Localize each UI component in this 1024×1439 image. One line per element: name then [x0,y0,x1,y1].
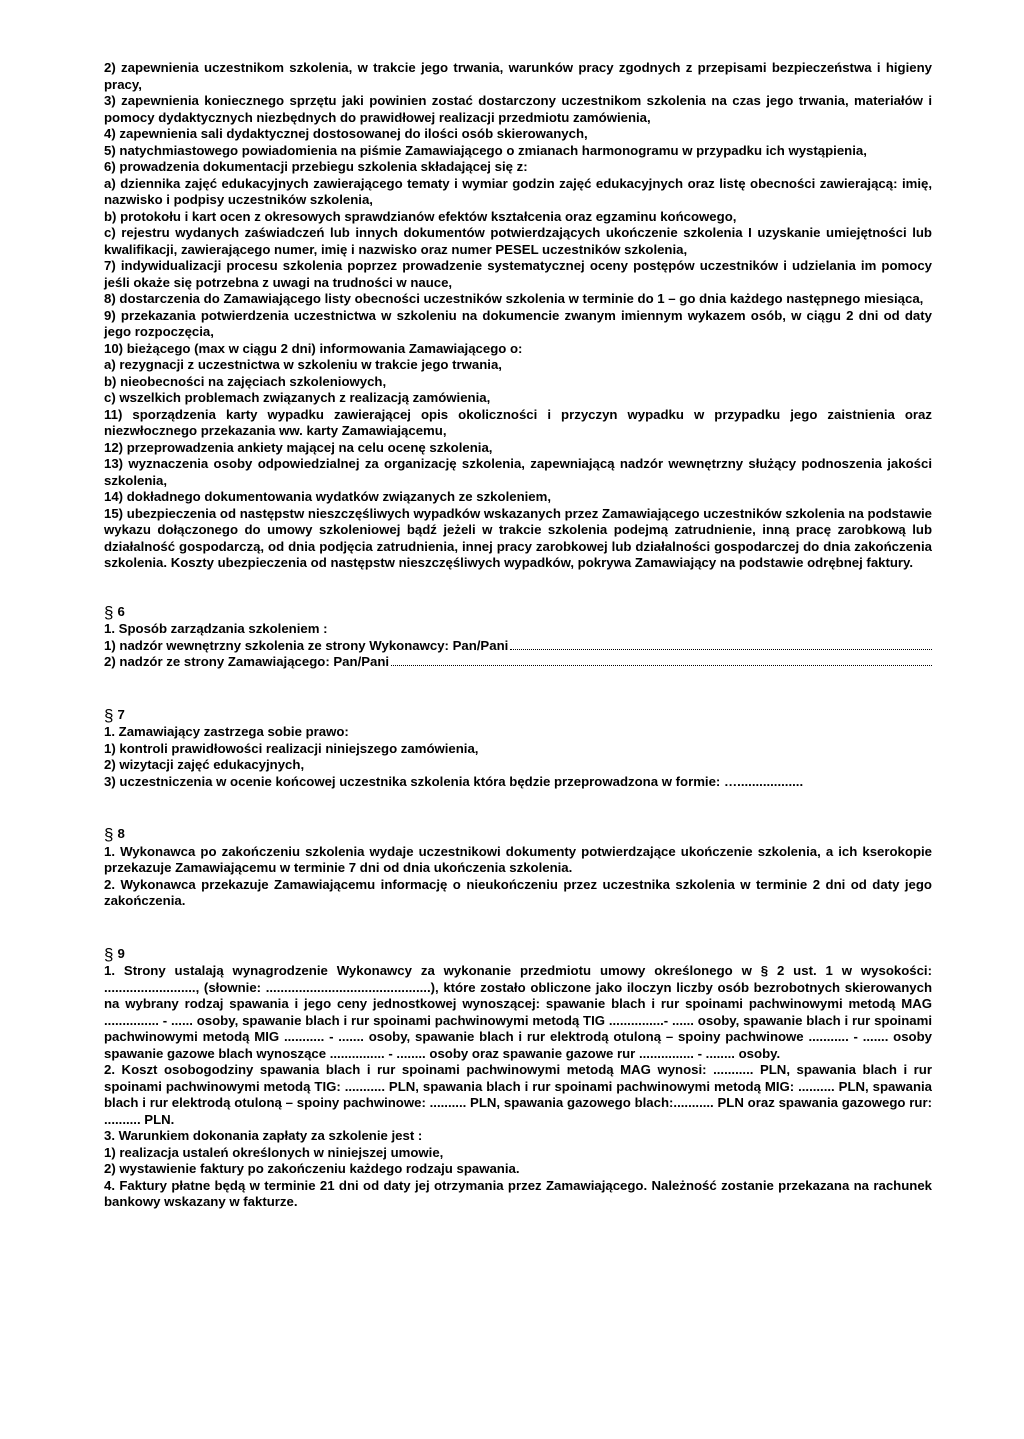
section-number: 7 [117,706,125,722]
list-item: 3) zapewnienia koniecznego sprzętu jaki powinien zostać dostarczony uczestnikom szkolenia na czas jego trwania, materiałów i pomocy dydaktycznych niezbędnych do prawidłowej realizacji przedmiotu zamówienia, [104,93,932,125]
section-number: 9 [117,945,125,961]
list-item: 7) indywidualizacji procesu szkolenia poprzez prowadzenie systematycznej oceny postępów uczestników i udzielania im pomocy jeśli okaże się potrzebna z uwagi na trudności w nauce, [104,258,932,290]
list-item: 15) ubezpieczenia od następstw nieszczęśliwych wypadków wskazanych przez Zamawiającego uczestników szkolenia na podstawie wykazu dołączonego do umowy szkoleniowej bądź jeżeli w trakcie szkolenia podejmą zatrudnienie, inną pracę zarobkową lub działalność gospodarczą, od dnia podjęcia zatrudnienia, innej pracy zarobkowej lub działalności gospodarczej do dnia zakończenia szkolenia. Koszty ubezpieczenia od następstw nieszczęśliwych wypadków, pokrywa Zamawiający na podstawie odrębnej faktury. [104,505,932,570]
paragraph-symbol: § [104,825,114,844]
list-item: c) wszelkich problemach związanych z realizacją zamówienia, [104,390,491,405]
section-number: 8 [117,826,125,841]
dotted-fill [510,648,932,650]
list-item: 1. Zamawiający zastrzega sobie prawo: [104,724,349,739]
section-heading-6 [104,604,932,622]
list-item: 1) realizacja ustaleń określonych w niniejszej umowie, [104,1144,444,1160]
field-label: 1) nadzór wewnętrzny szkolenia ze strony Wykonawcy: Pan/Pani [104,637,509,653]
list-item: b) nieobecności na zajęciach szkoleniowych, [104,373,387,389]
list-item: 12) przeprowadzenia ankiety mającej na celu ocenę szkolenia, [104,439,493,455]
list-item: 1. Sposób zarządzania szkoleniem : [104,621,328,636]
list-item: 6) prowadzenia dokumentacji przebiegu szkolenia składającej się z: [104,159,528,174]
section-heading-7 [104,707,932,725]
dotted-fill [391,664,932,666]
dotted-field [104,654,932,671]
list-item: 10) bieżącego (max w ciągu 2 dni) informowania Zamawiającego o: [104,340,523,356]
list-item: 2) wizytacji zajęć edukacyjnych, [104,757,305,772]
section-heading-9 [104,946,932,964]
list-item: 14) dokładnego dokumentowania wydatków związanych ze szkoleniem, [104,489,552,504]
list-item: 13) wyznaczenia osoby odpowiedzialnej za organizację szkolenia, zapewniającą nadzór wewnętrzny służący podnoszenia jakości szkolenia, [104,456,932,488]
list-item: 2. Koszt osobogodziny spawania blach i rur spoinami pachwinowymi metodą MAG wynosi: ........... PLN, spawania blach i rur spoinami pachwinowymi metodą TIG: ........... PLN, spawania blach i rur spoinami pachwinowymi metodą MIG: .......... PLN, spawania blach i rur elektrodą otuloną – spoiny pachwinowe: .......... PLN, spawania gazowego blach:........... PLN oraz spawania gazowego rur: .......... PLN. [104,1062,932,1127]
paragraph-symbol: § [104,602,114,622]
list-item: 8) dostarczenia do Zamawiającego listy obecności uczestników szkolenia w terminie do 1 – go dnia każdego następnego miesiąca, [104,291,924,306]
list-item: 1) kontroli prawidłowości realizacji niniejszego zamówienia, [104,740,479,756]
list-item: a) rezygnacji z uczestnictwa w szkoleniu w trakcie jego trwania, [104,357,502,372]
paragraph-symbol: § [104,705,114,725]
list-item: a) dziennika zajęć edukacyjnych zawierającego tematy i wymiar godzin zajęć edukacyjnych oraz listę obecności zawierającą: imię, nazwisko i podpisy uczestników szkolenia, [104,175,932,207]
list-item: 11) sporządzenia karty wypadku zawierającej opis okoliczności i przyczyn wypadku w przypadku jego zaistnienia oraz niezwłocznego przekazania ww. karty Zamawiającemu, [104,406,932,438]
document-page [104,60,932,1211]
list-item: 4) zapewnienia sali dydaktycznej dostosowanej do ilości osób skierowanych, [104,126,588,141]
list-item: b) protokołu i kart ocen z okresowych sprawdzianów efektów kształcenia oraz egzaminu końcowego, [104,208,737,224]
paragraph-symbol: § [104,944,114,964]
list-item: 3. Warunkiem dokonania zapłaty za szkolenie jest : [104,1128,423,1143]
list-item: c) rejestru wydanych zaświadczeń lub innych dokumentów potwierdzających ukończenie szkolenia I uzyskanie umiejętności lub kwalifikacji, zawierającego numer, imię i nazwisko oraz numer PESEL uczestników szkolenia, [104,225,932,257]
list-item: 4. Faktury płatne będą w terminie 21 dni od daty jej otrzymania przez Zamawiającego. Należność zostanie przekazana na rachunek bankowy wskazany w fakturze. [104,1177,932,1209]
list-item: 1. Strony ustalają wynagrodzenie Wykonawcy za wykonanie przedmiotu umowy określonego w § 2 ust. 1 w wysokości: ........................., (słownie: .............................................), które zostało obliczone jako iloczyn liczby osób bezrobotnych skierowanych na wybrany rodzaj spawania i jego ceny jednostkowej wynoszącej: spawanie blach i rur spoinami pachwinowymi metodą MAG ............... - ...... osoby, spawanie blach i rur spoinami pachwinowymi metodą TIG ...............- ...... osoby, spawanie blach i rur spoinami pachwinowymi metodą MIG ........... - ....... osoby, spawanie blach i rur elektrodą otuloną – spoiny pachwinowe ........... - ....... osoby spawanie gazowe blach wynoszące ............... - ........ osoby oraz spawanie gazowe rur ............... - ........ osoby. [104,963,932,1061]
section-heading-8 [104,826,932,844]
list-item: 2. Wykonawca przekazuje Zamawiającemu informację o nieukończeniu przez uczestnika szkolenia w terminie 2 dni od daty jego zakończenia. [104,876,932,908]
list-item: 2) wystawienie faktury po zakończeniu każdego rodzaju spawania. [104,1161,520,1176]
list-item: 9) przekazania potwierdzenia uczestnictwa w szkoleniu na dokumencie zwanym imiennym wykazem osób, w ciągu 2 dni od daty jego rozpoczęcia, [104,307,932,339]
field-label: 2) nadzór ze strony Zamawiającego: Pan/Pani [104,654,390,669]
list-item: 3) uczestniczenia w ocenie końcowej uczestnika szkolenia która będzie przeprowadzona w formie: ….................. [104,773,804,789]
section-number: 6 [117,603,125,619]
list-item: 1. Wykonawca po zakończeniu szkolenia wydaje uczestnikowi dokumenty potwierdzające ukończenie szkolenia, a ich kserokopie przekazuje Zamawiającemu w terminie 7 dni od dnia ukończenia szkolenia. [104,843,932,875]
dotted-field [104,638,932,655]
list-item: 5) natychmiastowego powiadomienia na piśmie Zamawiającego o zmianach harmonogramu w przypadku ich wystąpienia, [104,142,867,158]
list-item: 2) zapewnienia uczestnikom szkolenia, w trakcie jego trwania, warunków pracy zgodnych z przepisami bezpieczeństwa i higieny pracy, [104,60,932,92]
